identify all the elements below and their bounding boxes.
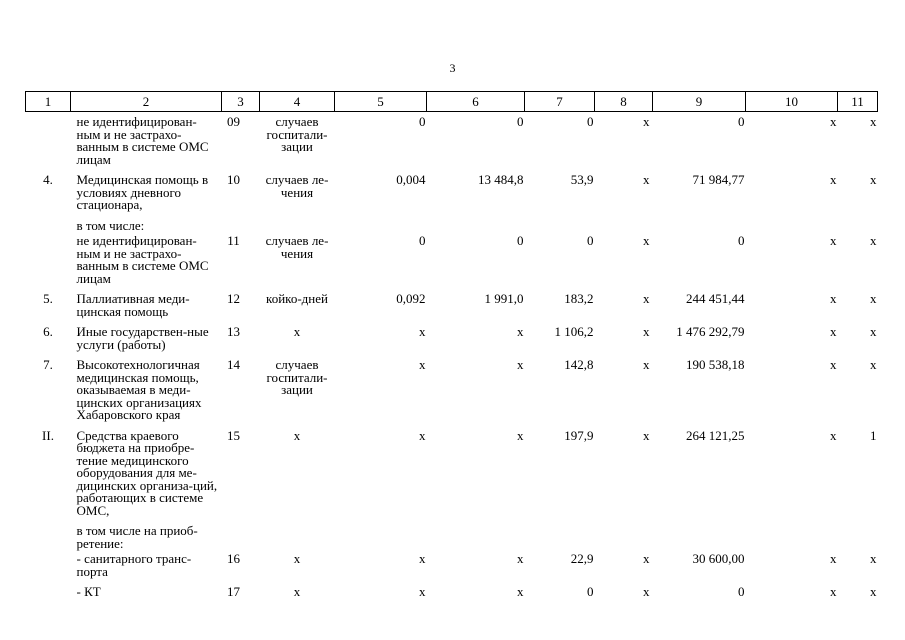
- cell-col9: 71 984,77: [692, 172, 745, 187]
- cell-col6: 0: [517, 233, 524, 248]
- header-row: [26, 92, 878, 112]
- row-name: не идентифицирован-ным и не застрахо-ванным в системе ОМС лицам: [76, 114, 209, 167]
- cell-col7: 1 106,2: [554, 324, 594, 339]
- row-unit: х: [293, 427, 301, 443]
- cell-col11: х: [870, 551, 877, 566]
- cell-col7: 197,9: [564, 427, 594, 443]
- header-cell: 3: [222, 92, 260, 112]
- cell-col8: х: [643, 551, 650, 566]
- cell-col6: х: [517, 324, 524, 339]
- row-unit: х: [293, 324, 301, 339]
- cell-col5: 0,004: [396, 172, 426, 187]
- cell-col10: х: [830, 584, 837, 599]
- cell-col6: х: [517, 551, 524, 566]
- header-cell: 6: [427, 92, 525, 112]
- row-code: 14: [227, 357, 240, 372]
- row-number: II.: [42, 427, 54, 443]
- cell-col5: х: [419, 584, 426, 599]
- cell-col11: [838, 525, 878, 553]
- cell-col11: х: [870, 114, 877, 129]
- row-name: Высокотехнологичная медицинская помощь, оказываемая в меди-цинских организациях Хабаровского края: [76, 357, 202, 422]
- row-name: - КТ: [76, 584, 101, 599]
- cell-col6: [427, 525, 525, 553]
- cell-col7: 0: [587, 114, 594, 129]
- table-row: [26, 293, 878, 326]
- table-row: [26, 553, 878, 586]
- header-cell: 9: [653, 92, 746, 112]
- header-cell: 1: [26, 92, 71, 112]
- cell-col10: х: [830, 551, 837, 566]
- cell-col7: [525, 220, 595, 236]
- cell-col9: 264 121,25: [686, 427, 745, 443]
- row-number: [26, 553, 71, 586]
- cell-col7: 53,9: [570, 172, 594, 187]
- cell-col9: 30 600,00: [692, 551, 745, 566]
- table-row: [26, 326, 878, 359]
- row-code: 13: [227, 324, 240, 339]
- header-cell: 7: [525, 92, 595, 112]
- row-unit: случаев ле-чения: [265, 233, 329, 261]
- row-name: Медицинская помощь в условиях дневного стационара,: [76, 172, 209, 212]
- cell-col9: 190 538,18: [686, 357, 745, 372]
- row-code: 09: [227, 114, 240, 129]
- cell-col6: х: [517, 584, 524, 599]
- cell-col10: х: [830, 427, 837, 443]
- row-unit: койко-дней: [266, 291, 328, 306]
- row-name: Средства краевого бюджета на приобре-тение медицинского оборудования для ме-дицинских организа-ций, работающих в системе ОМС,: [76, 427, 218, 518]
- row-code: 15: [227, 427, 240, 443]
- cell-col10: [746, 525, 838, 553]
- row-number: [26, 220, 71, 236]
- row-number: 7.: [43, 357, 53, 372]
- cell-col5: 0: [419, 233, 426, 248]
- cell-col6: 0: [517, 114, 524, 129]
- cell-col11: х: [870, 233, 877, 248]
- cell-col5: [335, 525, 427, 553]
- cell-col9: [653, 220, 746, 236]
- table-row: [26, 174, 878, 220]
- cell-col6: [427, 220, 525, 236]
- cell-col8: х: [643, 114, 650, 129]
- cell-col9: 0: [738, 114, 745, 129]
- cell-col10: [746, 220, 838, 236]
- row-code: 17: [227, 584, 240, 599]
- header-cell: 5: [335, 92, 427, 112]
- cell-col11: х: [870, 324, 877, 339]
- cell-col8: х: [643, 233, 650, 248]
- row-name: в том числе на приоб-ретение:: [76, 523, 198, 551]
- row-number: [26, 235, 71, 293]
- cell-col8: х: [643, 584, 650, 599]
- row-unit: х: [293, 551, 301, 566]
- cell-col7: 22,9: [570, 551, 594, 566]
- cell-col6: 1 991,0: [484, 291, 524, 306]
- cell-col5: 0: [419, 114, 426, 129]
- cell-col10: х: [830, 233, 837, 248]
- cell-col11: х: [870, 357, 877, 372]
- row-code: 16: [227, 551, 240, 566]
- cell-col11: 1: [870, 427, 877, 443]
- cell-col8: х: [643, 324, 650, 339]
- cell-col5: х: [419, 324, 426, 339]
- cell-col5: х: [419, 551, 426, 566]
- row-number: 4.: [43, 172, 53, 187]
- header-cell: 10: [746, 92, 838, 112]
- cell-col10: х: [830, 114, 837, 129]
- row-name: Паллиативная меди-цинская помощь: [76, 291, 190, 319]
- cell-col7: 183,2: [564, 291, 594, 306]
- table-row: [26, 430, 878, 526]
- cell-col7: [525, 525, 595, 553]
- cell-col8: х: [643, 291, 650, 306]
- page-number: 3: [449, 61, 456, 75]
- row-name: - санитарного транс-порта: [76, 551, 192, 579]
- row-number: 6.: [43, 324, 53, 339]
- row-unit: случаев ле-чения: [265, 172, 329, 200]
- table-row: [26, 525, 878, 553]
- row-unit: х: [293, 584, 301, 599]
- cell-col6: х: [517, 427, 524, 443]
- cell-col11: х: [870, 172, 877, 187]
- cell-col8: х: [643, 427, 650, 443]
- header-cell: 2: [71, 92, 222, 112]
- row-number: [26, 112, 71, 175]
- table-row: [26, 235, 878, 293]
- row-number: [26, 586, 71, 607]
- cell-col10: х: [830, 324, 837, 339]
- cell-col6: х: [517, 357, 524, 372]
- row-code: 11: [227, 233, 240, 248]
- cell-col11: х: [870, 584, 877, 599]
- row-number: 5.: [43, 291, 53, 306]
- row-code: 10: [227, 172, 240, 187]
- cell-col9: 0: [738, 233, 745, 248]
- cell-col8: х: [643, 357, 650, 372]
- header-cell: 11: [838, 92, 878, 112]
- cell-col5: 0,092: [396, 291, 426, 306]
- header-cell: 4: [260, 92, 335, 112]
- cell-col10: х: [830, 172, 837, 187]
- cell-col7: 0: [587, 233, 594, 248]
- cell-col5: х: [419, 427, 426, 443]
- row-number: [26, 525, 71, 553]
- row-code: 12: [227, 291, 240, 306]
- row-code: [222, 525, 260, 553]
- row-name: не идентифицирован-ным и не застрахо-ванным в системе ОМС лицам: [76, 233, 209, 286]
- cell-col10: х: [830, 357, 837, 372]
- cell-col8: х: [643, 172, 650, 187]
- cell-col9: 1 476 292,79: [676, 324, 745, 339]
- cell-col10: х: [830, 291, 837, 306]
- row-name: в том числе:: [76, 217, 145, 233]
- row-name: Иные государствен-ные услуги (работы): [76, 324, 209, 352]
- cell-col7: 142,8: [564, 357, 594, 372]
- cell-col9: 244 451,44: [686, 291, 745, 306]
- table-row: [26, 359, 878, 430]
- cell-col9: [653, 525, 746, 553]
- cell-col5: [335, 220, 427, 236]
- row-unit: случаев госпитали-зации: [266, 357, 328, 397]
- row-unit: случаев госпитали-зации: [266, 114, 328, 154]
- table-row: [26, 112, 878, 175]
- cell-col7: 0: [587, 584, 594, 599]
- cell-col5: х: [419, 357, 426, 372]
- cell-col6: 13 484,8: [478, 172, 524, 187]
- cell-col8: [595, 525, 653, 553]
- row-unit: [260, 525, 335, 553]
- cell-col11: х: [870, 291, 877, 306]
- header-cell: 8: [595, 92, 653, 112]
- table-row: [26, 586, 878, 607]
- data-table: [25, 91, 878, 607]
- cell-col9: 0: [738, 584, 745, 599]
